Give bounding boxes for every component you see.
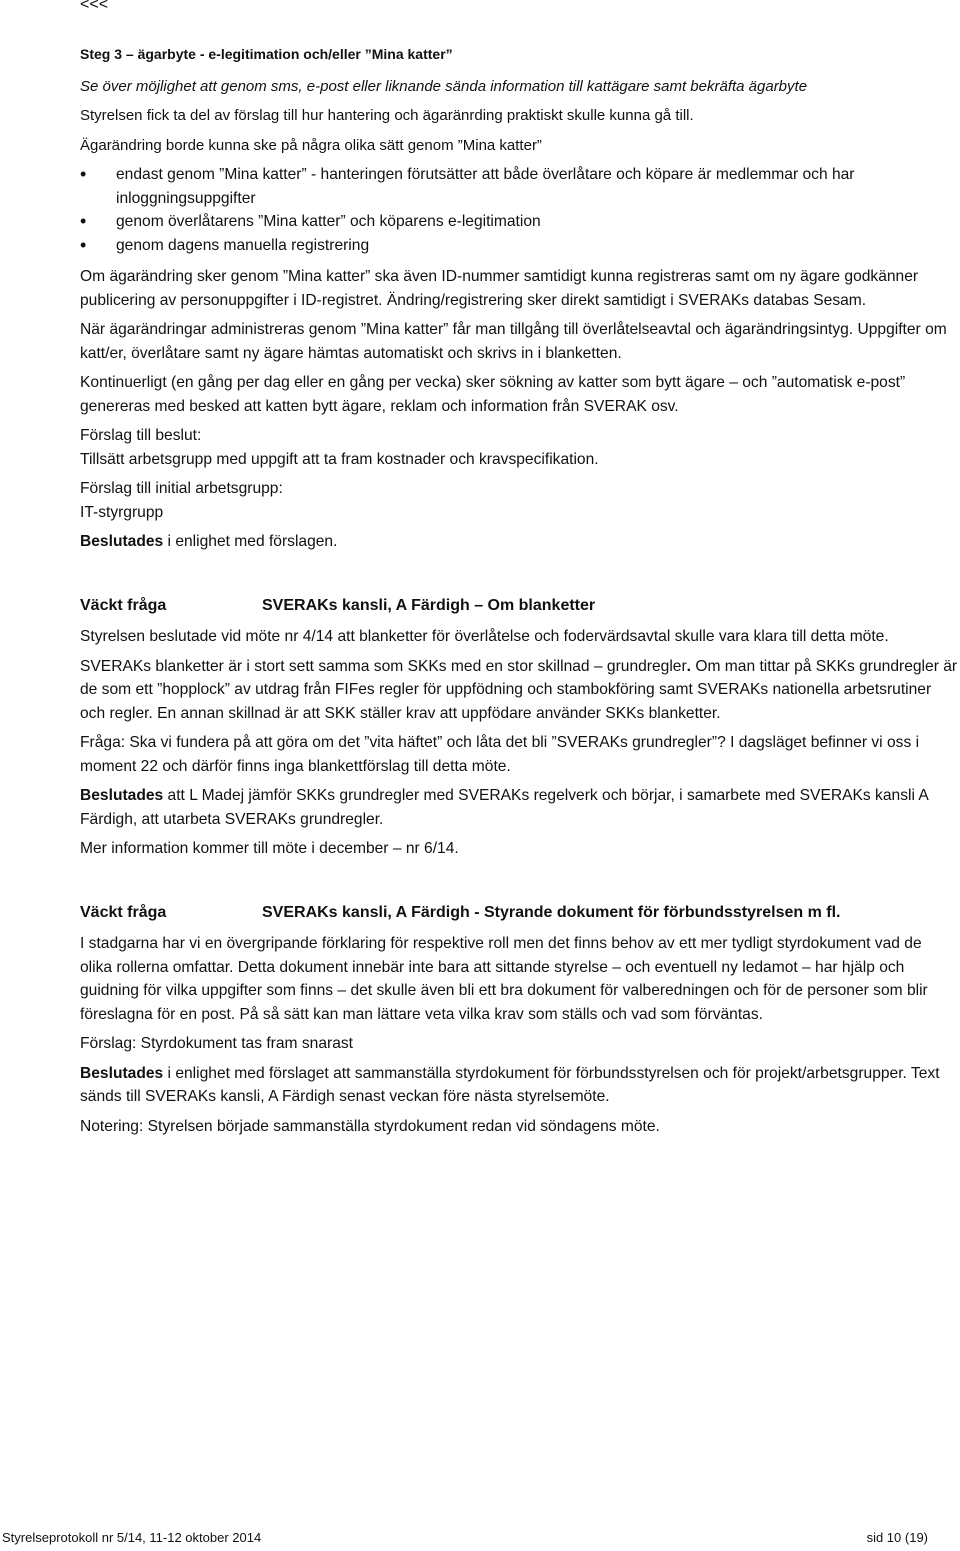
- topic1-p2-c: Om man tittar på SKKs grundregler är de som ett ”hopplock” av utdrag från FIFes regler för uppfödning och stambokföring samt SVERAKs nationella arbetsrutiner och regler. En annan skillnad är att SKK ställer krav att uppfödare använder SKKs blanketter.: [80, 657, 958, 722]
- step3-italic-line: Se över möjlighet att genom sms, e-post eller liknande sända information till kattägare samt bekräfta ägarbyte: [80, 77, 808, 95]
- step3-section: [80, 43, 958, 554]
- document-content: [80, 43, 958, 1144]
- step3-line3: Ägarändring borde kunna ske på några olika sätt genom ”Mina katter”: [80, 136, 542, 154]
- back-link[interactable]: <<<: [80, 0, 109, 13]
- initial-group-text: IT-styrgrupp: [80, 503, 164, 521]
- topic1-decision: [80, 784, 958, 831]
- step3-paragraph-1: Om ägarändring sker genom ”Mina katter” ska även ID-nummer samtidigt kunna registreras samt om ny ägare godkänner publicering av personuppgifter i ID-registret. Ändring/registrering sker direkt samtidigt i SVERAKs databas Sesam.: [80, 268, 919, 309]
- decision-keyword: Beslutades: [80, 787, 164, 804]
- decision-keyword: Beslutades: [80, 533, 164, 550]
- topic1-p2-b: .: [686, 657, 692, 675]
- step3-bullet-list: [80, 163, 958, 257]
- topic2-proposal: Förslag: Styrdokument tas fram snarast: [80, 1035, 353, 1052]
- topic2-section: [80, 901, 958, 1139]
- step3-line2: Styrelsen fick ta del av förslag till hur hantering och ägaränrding praktiskt skulle kunna gå till.: [80, 107, 694, 124]
- list-item: • genom dagens manuella registrering: [80, 234, 958, 258]
- topic1-label: Väckt fråga: [80, 596, 167, 614]
- topic1-section: [80, 594, 958, 861]
- step3-paragraph-2: När ägarändringar administreras genom ”Mina katter” får man tillgång till överlåtelseavtal och ägarändringsintyg. Uppgifter om katt/er, överlåtare samt ny ägare hämtas automatiskt och skrivs in i blanketten.: [80, 321, 947, 362]
- list-item: • endast genom ”Mina katter” - hanteringen förutsätter att både överlåtare och köpare är medlemmar och har inloggningsuppgifter: [80, 163, 958, 210]
- step3-paragraph-3: Kontinuerligt (en gång per dag eller en gång per vecka) sker sökning av katter som bytt ägare – och ”automatisk e-post” genereras med besked att katten bytt ägare, reklam och information från SVERAK osv.: [80, 374, 906, 415]
- decision-keyword: Beslutades: [80, 1064, 164, 1082]
- topic2-title: SVERAKs kansli, A Färdigh - Styrande dokument för förbundsstyrelsen m fl.: [262, 903, 841, 921]
- topic1-title: SVERAKs kansli, A Färdigh – Om blanketter: [262, 596, 596, 614]
- step3-heading: Steg 3 – ägarbyte - e-legitimation och/eller ”Mina katter”: [80, 46, 453, 62]
- list-item: • genom överlåtarens ”Mina katter” och köparens e-legitimation: [80, 210, 958, 234]
- decision-text: i enlighet med förslaget att sammanställa styrdokument för förbundsstyrelsen och för projekt/arbetsgrupper. Text sänds till SVERAKs kansli, A Färdigh senast veckan före nästa styrelsemöte.: [80, 1064, 940, 1105]
- topic1-paragraph-2: [80, 655, 958, 726]
- topic1-paragraph-1: Styrelsen beslutade vid möte nr 4/14 att blanketter för överlåtelse och fodervärdsavtal skulle vara klara till detta möte.: [80, 628, 889, 645]
- topic1-more-info: Mer information kommer till möte i december – nr 6/14.: [80, 840, 459, 857]
- topic2-note: Notering: Styrelsen började sammanställa styrdokument redan vid söndagens möte.: [80, 1117, 660, 1135]
- initial-group-label: Förslag till initial arbetsgrupp:: [80, 480, 283, 497]
- proposal-label: Förslag till beslut:: [80, 427, 202, 444]
- topic2-header: [80, 901, 958, 925]
- topic1-header: [80, 594, 958, 618]
- step3-decision: [80, 530, 958, 554]
- decision-text: i enlighet med förslagen.: [163, 533, 338, 550]
- topic2-decision: [80, 1062, 958, 1109]
- decision-text: att L Madej jämför SKKs grundregler med SVERAKs regelverk och börjar, i samarbete med SVERAKs kansli A Färdigh, att utarbeta SVERAKs grundregler.: [80, 787, 928, 828]
- proposal-text: Tillsätt arbetsgrupp med uppgift att ta fram kostnader och kravspecifikation.: [80, 450, 599, 468]
- topic2-label: Väckt fråga: [80, 903, 167, 921]
- topic1-paragraph-3: Fråga: Ska vi fundera på att göra om det ”vita häftet” och låta det bli ”SVERAKs grundregler”? I dagsläget befinner vi oss i moment 22 och därför finns inga blankettförslag till detta möte.: [80, 734, 920, 775]
- footer-page-number: sid 10 (19): [866, 1530, 928, 1545]
- footer-document-info: Styrelseprotokoll nr 5/14, 11-12 oktober 2014: [2, 1530, 262, 1545]
- topic1-p2-a: SVERAKs blanketter är i stort sett samma som SKKs med en stor skillnad – grundregler: [80, 657, 687, 675]
- topic2-paragraph-1: I stadgarna har vi en övergripande förklaring för respektive roll men det finns behov av ett mer tydligt styrdokument vad de olika rollerna omfattar. Detta dokument innebär inte bara att sittande styrelse – och eventuell ny ledamot – har hjälp och guidning för vilka uppgifter som finns – det skulle även bli ett bra dokument för valberedningen och för de personer som blir föreslagna för en post. På så sätt kan man lättare veta vilka krav som ställs och vad som förväntas.: [80, 935, 928, 1023]
